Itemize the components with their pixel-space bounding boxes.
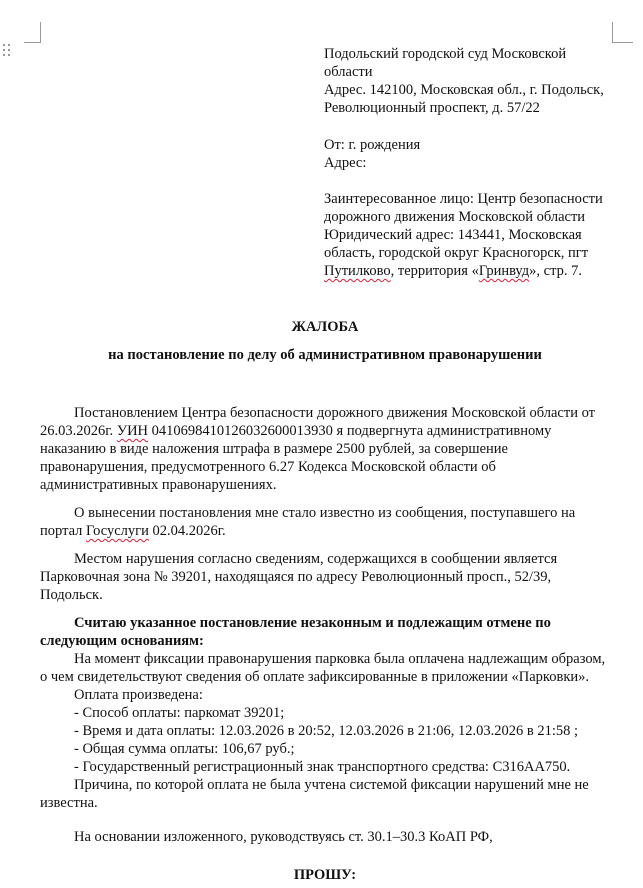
sender-address: Адрес:: [324, 155, 367, 171]
interested-line: Путилково, территория «Гринвуд», стр. 7.: [324, 263, 582, 279]
spellcheck-word[interactable]: Гринвуд: [478, 263, 530, 279]
paragraph-line: Оплата произведена:: [74, 687, 203, 703]
paragraph-line-bold: Считаю указанное постановление незаконным и подлежащим отмене по: [74, 615, 551, 631]
list-item: - Государственный регистрационный знак транспортного средства: С316АА750.: [74, 759, 571, 775]
list-item: - Способ оплаты: паркомат 39201;: [74, 705, 285, 721]
paragraph-line: 26.03.2026г. УИН 0410698410126032600013930 я подвергнута административному: [40, 423, 552, 439]
paragraph-line: Местом нарушения согласно сведениям, содержащихся в сообщении является: [74, 551, 558, 567]
paragraph-line: Причина, по которой оплата не была учтена системой фиксации нарушений мне не: [74, 777, 589, 793]
spellcheck-word[interactable]: Путилково: [324, 263, 391, 279]
paragraph-line: Постановлением Центра безопасности дорожного движения Московской области от: [74, 405, 595, 421]
request-heading: ПРОШУ:: [293, 867, 357, 883]
interested-line: дорожного движения Московской области: [324, 209, 586, 225]
court-address-block: [324, 45, 624, 117]
paragraph-line: О вынесении постановления мне стало известно из сообщения, поступавшего на: [74, 505, 576, 521]
court-line: Революционный проспект, д. 57/22: [324, 100, 540, 116]
court-line: области: [324, 64, 373, 80]
interested-party-block: [324, 190, 624, 280]
drag-handle-icon[interactable]: [3, 44, 11, 60]
paragraph-line: о чем свидетельствуют сведения об оплате зафиксированные в приложении «Парковки».: [40, 669, 590, 685]
list-item: - Общая сумма оплаты: 106,67 руб.;: [74, 741, 295, 757]
document-subtitle: на постановление по делу об административном правонарушении: [108, 347, 542, 363]
court-line: Адрес. 142100, Московская обл., г. Подольск,: [324, 82, 604, 98]
paragraph-line: На основании изложенного, руководствуясь ст. 30.1–30.3 КоАП РФ,: [74, 829, 493, 845]
document-title: ЖАЛОБА: [291, 319, 359, 335]
paragraph-line: наказанию в виде наложения штрафа в размере 2500 рублей, за совершение: [40, 441, 508, 457]
paragraph-line: Подольск.: [40, 587, 103, 603]
list-item: - Время и дата оплаты: 12.03.2026 в 20:52, 12.03.2026 в 21:06, 12.03.2026 в 21:58 ;: [74, 723, 578, 739]
sender-from: От: г. рождения: [324, 137, 421, 153]
paragraph-line: правонарушения, предусмотренного 6.27 Кодекса Московской области об: [40, 459, 496, 475]
sender-block: [324, 136, 624, 172]
interested-line: Юридический адрес: 143441, Московская: [324, 227, 582, 243]
spellcheck-word[interactable]: УИН: [116, 423, 149, 439]
paragraph-line-bold: следующим основаниям:: [40, 633, 204, 649]
page-corner-mark-right: [612, 22, 633, 43]
interested-line: область, городской округ Красногорск, пгт: [324, 245, 589, 261]
paragraph-line: административных правонарушениях.: [40, 477, 277, 493]
spellcheck-word[interactable]: Госуслуги: [86, 523, 149, 539]
paragraph-line: Парковочная зона № 39201, находящаяся по адресу Революционный просп., 52/39,: [40, 569, 552, 585]
interested-line: Заинтересованное лицо: Центр безопасности: [324, 191, 603, 207]
paragraph-line: портал Госуслуги 02.04.2026г.: [40, 523, 226, 539]
paragraph-line: На момент фиксации правонарушения парковка была оплачена надлежащим образом,: [74, 651, 606, 667]
paragraph-line: известна.: [40, 795, 98, 811]
page-corner-mark-left: [24, 22, 41, 43]
court-line: Подольский городской суд Московской: [324, 46, 567, 62]
